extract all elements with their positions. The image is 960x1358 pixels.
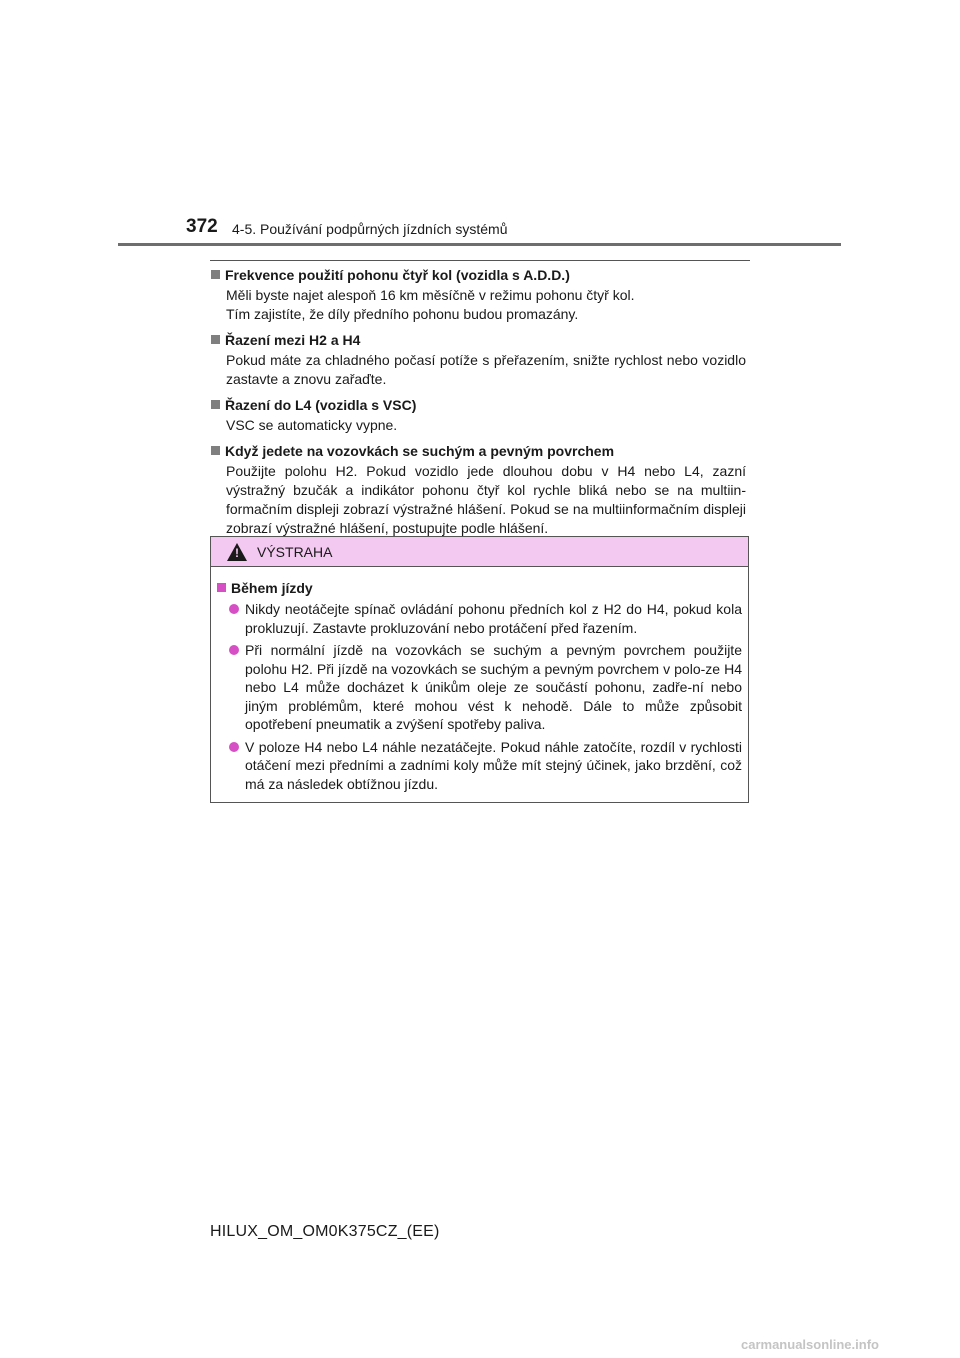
content-divider (210, 260, 750, 261)
warning-exclamation: ! (235, 545, 239, 560)
section-dry-roads (210, 441, 746, 538)
body-line: Použijte polohu H2. Pokud vozidlo jede dlouhou dobu v H4 nebo L4, zazní výstražný bzučák a indikátor pohonu čtyř kol rychle bliká nebo se na multiin-formačním displeji zobrazí výstražné hlášení. Pokud se na multiinformačním displeji zobrazí výstražné hlášení, postupujte podle hlášení. (226, 463, 746, 536)
body-line: Tím zajistíte, že díly předního pohonu budou promazány. (226, 306, 579, 322)
section-heading-text: Frekvence použití pohonu čtyř kol (vozidla s A.D.D.) (225, 267, 570, 283)
section-heading (210, 395, 746, 415)
page-number: 372 (186, 216, 218, 237)
warning-heading (217, 578, 742, 598)
header-divider (118, 243, 841, 246)
chapter-title: 4-5. Používání podpůrných jízdních systémů (232, 221, 508, 237)
warning-box (210, 536, 749, 803)
warning-header (211, 537, 748, 567)
warning-item-text: Nikdy neotáčejte spínač ovládání pohonu předních kol z H2 do H4, pokud kola prokluzují. Zastavte prokluzování nebo protáčení před řazením. (245, 601, 742, 636)
section-four-wheel-frequency (210, 265, 746, 324)
section-heading-text: Řazení do L4 (vozidla s VSC) (225, 397, 417, 413)
square-bullet-icon (217, 583, 226, 592)
section-heading-text: Řazení mezi H2 a H4 (225, 332, 361, 348)
circle-bullet-icon (229, 604, 239, 614)
section-body (226, 462, 746, 538)
warning-item-text: V poloze H4 nebo L4 náhle nezatáčejte. Pokud náhle zatočíte, rozdíl v rychlosti otáčení mezi předními a zadními koly může mít stejný účinek, jako brzdění, což má za následek obtížnou jízdu. (245, 738, 742, 792)
circle-bullet-icon (229, 645, 239, 655)
warning-label: VÝSTRAHA (257, 543, 333, 560)
body-line: Měli byste najet alespoň 16 km měsíčně v režimu pohonu čtyř kol. (226, 287, 635, 303)
body-line: VSC se automaticky vypne. (226, 417, 398, 433)
square-bullet-icon (211, 400, 220, 409)
section-body (226, 351, 746, 389)
square-bullet-icon (211, 270, 220, 279)
warning-item-text: Při normální jízdě na vozovkách se suchým a pevným povrchem použijte polohu H2. Při jízdě na vozovkách se suchým a pevným povrchem v polo-ze H4 nebo L4 může docházet k únikům oleje ze součástí pohonu, zadře-ní nebo jiným problémům, které mohou vést k nehodě. Dále to může způsobit opotřebení pneumatik a zvýšení spotřeby paliva. (245, 642, 742, 732)
watermark: carmanualsonline.info (741, 1337, 879, 1352)
section-shift-l4 (210, 395, 746, 435)
section-heading (210, 441, 746, 461)
section-body (226, 286, 746, 324)
warning-triangle-icon (227, 543, 247, 561)
section-shift-h2-h4 (210, 330, 746, 389)
circle-bullet-icon (229, 742, 239, 752)
section-heading (210, 265, 746, 285)
section-body (226, 416, 746, 435)
warning-item (229, 641, 742, 734)
section-heading (210, 330, 746, 350)
square-bullet-icon (211, 446, 220, 455)
content-area (210, 265, 746, 544)
warning-item (229, 738, 742, 794)
warning-heading-text: Během jízdy (231, 580, 313, 596)
document-code: HILUX_OM_OM0K375CZ_(EE) (210, 1223, 440, 1240)
warning-content (211, 567, 748, 793)
square-bullet-icon (211, 335, 220, 344)
body-line: Pokud máte za chladného počasí potíže s přeřazením, snižte rychlost nebo vozidlo zastavte a znovu zařaďte. (226, 352, 746, 387)
warning-item (229, 600, 742, 637)
section-heading-text: Když jedete na vozovkách se suchým a pevným povrchem (225, 443, 615, 459)
